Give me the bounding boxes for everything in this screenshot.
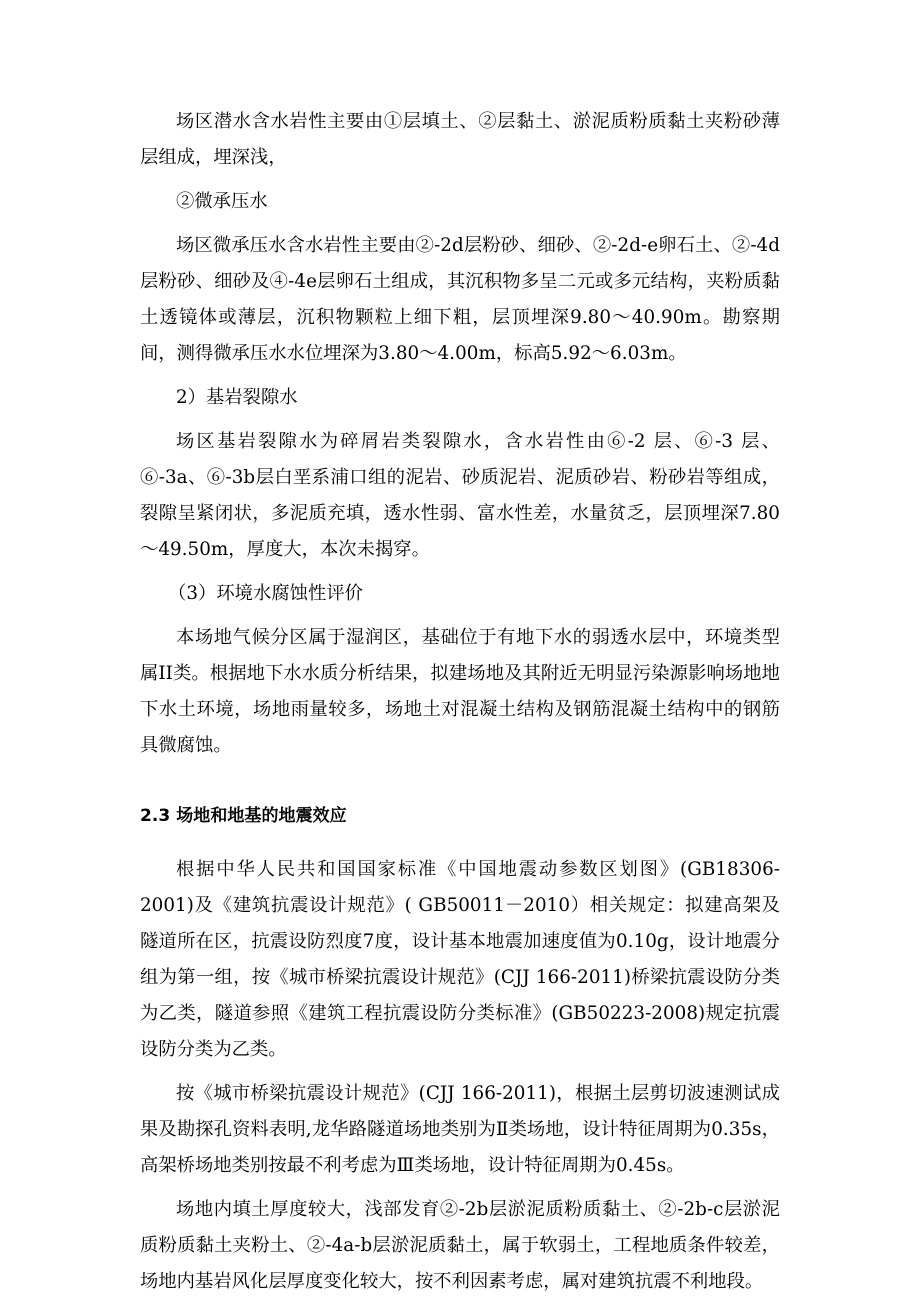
corrosion-subtitle: （3）环境水腐蚀性评价 <box>168 583 363 604</box>
bedrock-water-paragraph: 场区基岩裂隙水为碎屑岩类裂隙水，含水岩性由⑥-2 层、⑥-3 层、⑥-3a、⑥-3b层白垩系浦口组的泥岩、砂质泥岩、泥质砂岩、粉砂岩等组成，裂隙呈紧闭状，多泥质充填，透水性弱、富水性差，水量贫乏，层顶埋深7.80～49.50m，厚度大，本次未揭穿。 <box>140 431 780 560</box>
confined-water-paragraph: 场区微承压水含水岩性主要由②-2d层粉砂、细砂、②-2d-e卵石土、②-4d层粉砂、细砂及④-4e层卵石土组成，其沉积物多呈二元或多元结构，夹粉质黏土透镜体或薄层，沉积物颗粒上细下粗，层顶埋深9.80～40.90m。勘察期间，测得微承压水水位埋深为3.80～4.00m，标高5.92～6.03m。 <box>140 235 780 364</box>
bedrock-water-subtitle: 2）基岩裂隙水 <box>176 387 298 408</box>
seismic-paragraph-3: 场地内填土厚度较大，浅部发育②-2b层淤泥质粉质黏土、②-2b-c层淤泥质粉质黏土夹粉土、②-4a-b层淤泥质黏土，属于软弱土，工程地质条件较差，场地内基岩风化层厚度变化较大，按不利因素考虑，属对建筑抗震不利地段。 <box>140 1199 780 1292</box>
document-body <box>140 104 780 1300</box>
phreatic-water-paragraph: 场区潜水含水岩性主要由①层填土、②层黏土、淤泥质粉质黏土夹粉砂薄层组成，埋深浅， <box>140 111 780 168</box>
confined-water-subtitle: ②微承压水 <box>176 191 268 212</box>
corrosion-paragraph: 本场地气候分区属于湿润区，基础位于有地下水的弱透水层中，环境类型属II类。根据地下水水质分析结果，拟建场地及其附近无明显污染源影响场地地下水土环境，场地雨量较多，场地土对混凝土结构及钢筋混凝土结构中的钢筋具微腐蚀。 <box>140 627 780 756</box>
seismic-paragraph-1: 根据中华人民共和国国家标准《中国地震动参数区划图》(GB18306-2001)及《建筑抗震设计规范》( GB50011－2010）相关规定：拟建高架及隧道所在区，抗震设防烈度7度，设计基本地震加速度值为0.10g，设计地震分组为第一组，按《城市桥梁抗震设计规范》(CJJ 166-2011)桥梁抗震设防分类为乙类，隧道参照《建筑工程抗震设防分类标准》(GB50223-2008)规定抗震设防分类为乙类。 <box>140 859 780 1060</box>
section-heading: 2.3 场地和地基的地震效应 <box>140 806 347 826</box>
seismic-paragraph-2: 按《城市桥梁抗震设计规范》(CJJ 166-2011)，根据土层剪切波速测试成果及勘探孔资料表明,龙华路隧道场地类别为Ⅱ类场地，设计特征周期为0.35s，高架桥场地类别按最不利考虑为Ⅲ类场地，设计特征周期为0.45s。 <box>140 1083 780 1176</box>
